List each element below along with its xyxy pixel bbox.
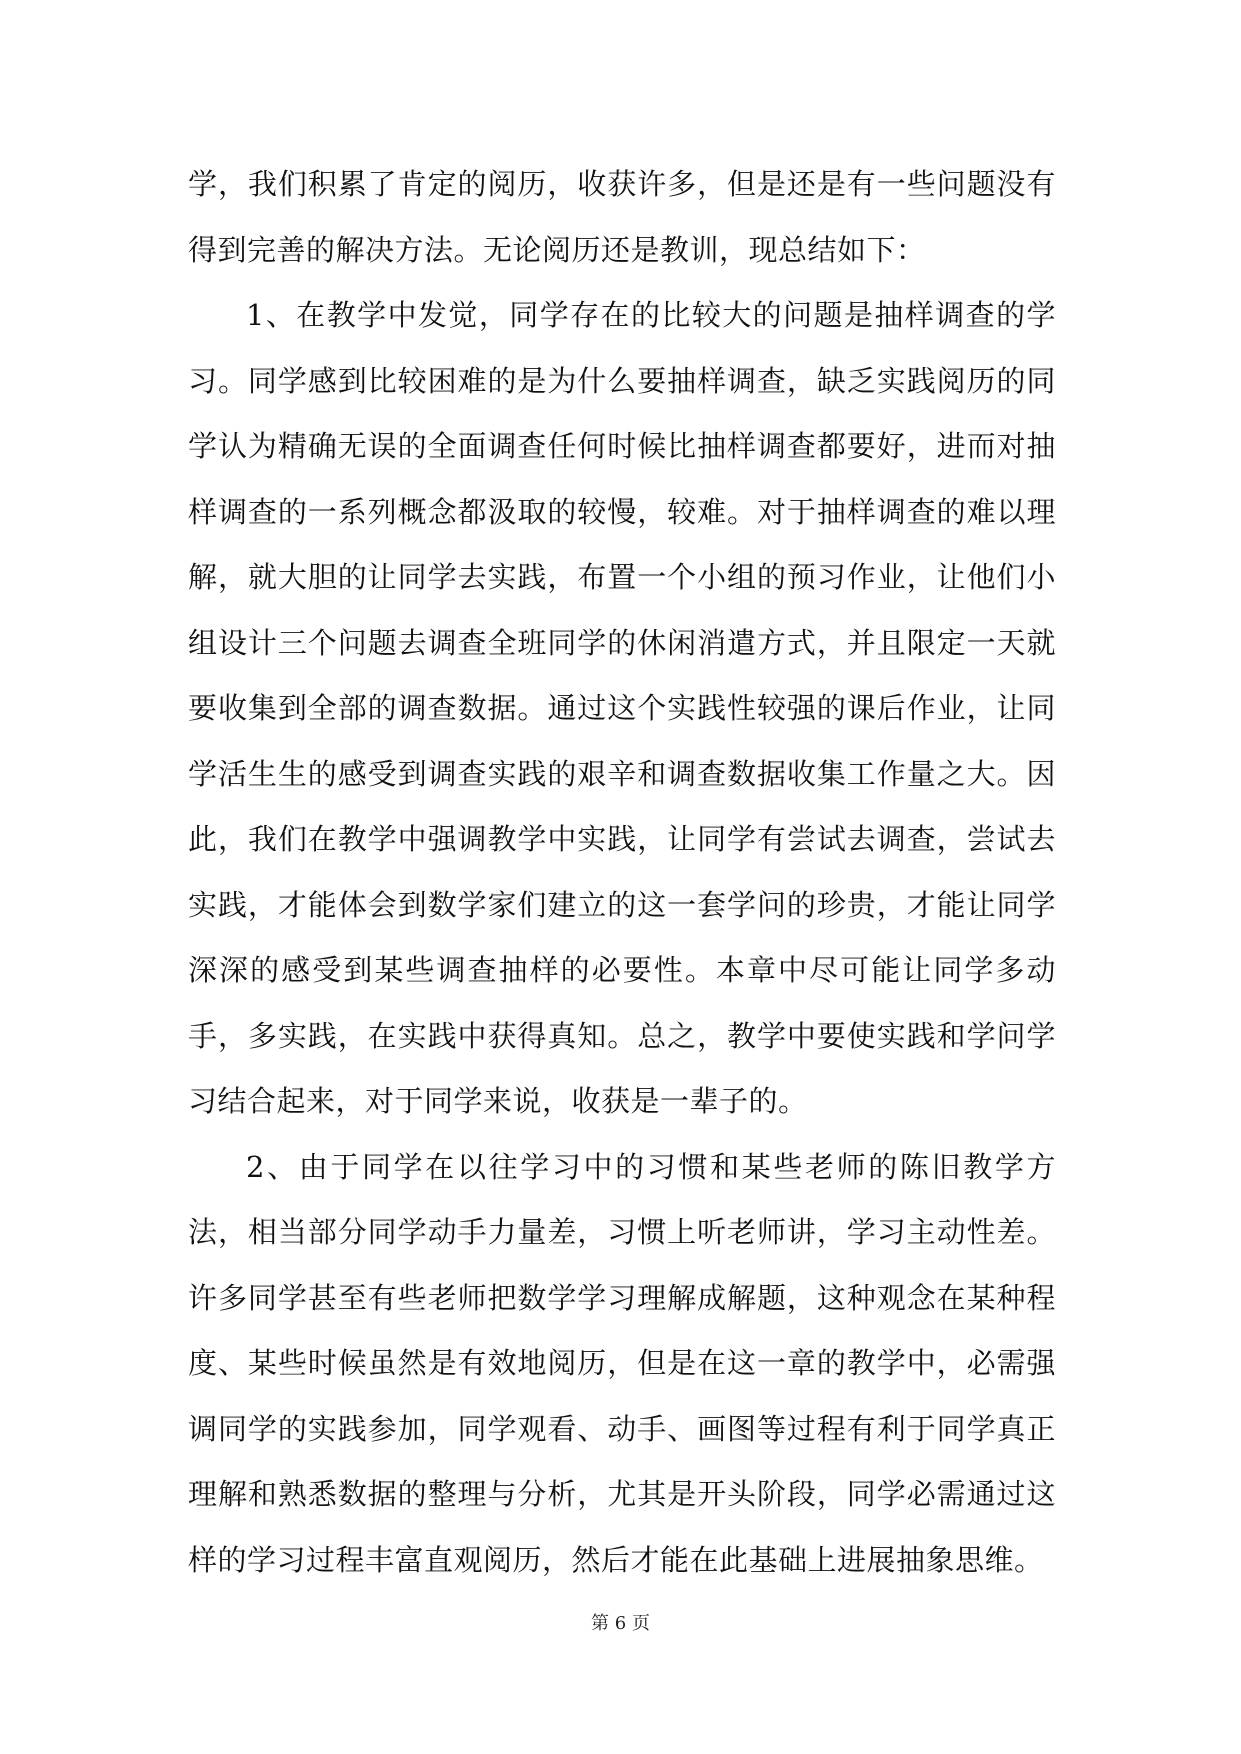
paragraph-point-2: 2、由于同学在以往学习中的习惯和某些老师的陈旧教学方法，相当部分同学动手力量差，习惯上听老师讲，学习主动性差。许多同学甚至有些老师把数学学习理解成解题，这种观念在某种程度、某些时候虽然是有效地阅历，但是在这一章的教学中，必需强调同学的实践参加，同学观看、动手、画图等过程有利于同学真正理解和熟悉数据的整理与分析，尤其是开头阶段，同学必需通过这样的学习过程丰富直观阅历，然后才能在此基础上进展抽象思维。 [188,1149,1056,1577]
paragraph-continuation: 学，我们积累了肯定的阅历，收获许多，但是还是有一些问题没有得到完善的解决方法。无论阅历还是教训，现总结如下： [188,167,1056,267]
body-text [188,152,1056,1593]
page-number: 第 6 页 [591,1613,650,1634]
paragraph-point-1: 1、在教学中发觉，同学存在的比较大的问题是抽样调查的学习。同学感到比较困难的是为什么要抽样调查，缺乏实践阅历的同学认为精确无误的全面调查任何时候比抽样调查都要好，进而对抽样调查的一系列概念都汲取的较慢，较难。对于抽样调查的难以理解，就大胆的让同学去实践，布置一个小组的预习作业，让他们小组设计三个问题去调查全班同学的休闲消遣方式，并且限定一天就要收集到全部的调查数据。通过这个实践性较强的课后作业，让同学活生生的感受到调查实践的艰辛和调查数据收集工作量之大。因此，我们在教学中强调教学中实践，让同学有尝试去调查，尝试去实践，才能体会到数学家们建立的这一套学问的珍贵，才能让同学深深的感受到某些调查抽样的必要性。本章中尽可能让同学多动手，多实践，在实践中获得真知。总之，教学中要使实践和学问学习结合起来，对于同学来说，收获是一辈子的。 [188,298,1056,1118]
